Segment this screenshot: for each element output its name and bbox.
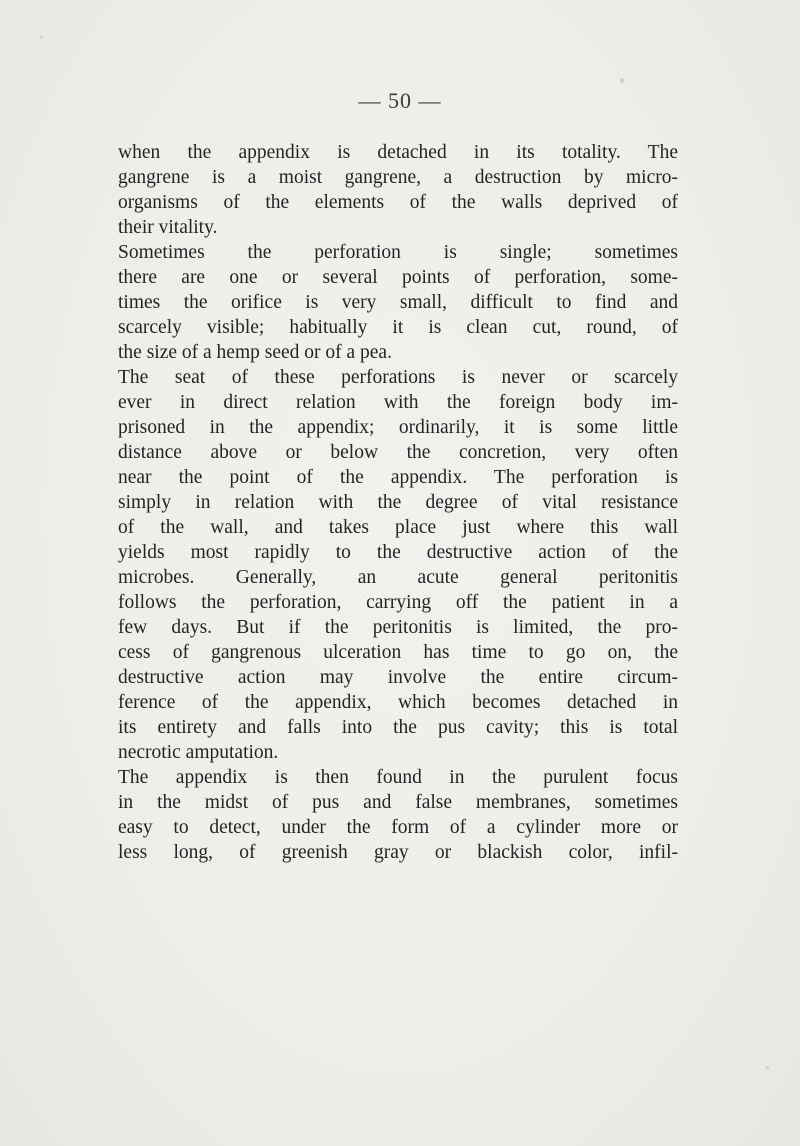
text-line: simply in relation with the degree of vital resistance bbox=[118, 492, 678, 513]
text-line: its entirety and falls into the pus cavity; this is total bbox=[118, 717, 678, 738]
text-line: in the midst of pus and false membranes, sometimes bbox=[118, 792, 678, 813]
text-line: destructive action may involve the entire circum- bbox=[118, 667, 678, 688]
text-line: ference of the appendix, which becomes detached in bbox=[118, 692, 678, 713]
text-line: distance above or below the concretion, very often bbox=[118, 442, 678, 463]
text-line: ever in direct relation with the foreign body im- bbox=[118, 392, 678, 413]
text-line: yields most rapidly to the destructive action of the bbox=[118, 542, 678, 563]
text-line: organisms of the elements of the walls deprived of bbox=[118, 192, 678, 213]
text-line: The seat of these perforations is never or scarcely bbox=[118, 367, 678, 388]
text-line: easy to detect, under the form of a cylinder more or bbox=[118, 817, 678, 838]
text-line: near the point of the appendix. The perforation is bbox=[118, 467, 678, 488]
text-line: The appendix is then found in the purulent focus bbox=[118, 767, 678, 788]
text-line: of the wall, and takes place just where this wall bbox=[118, 517, 678, 538]
paper-speck bbox=[766, 1066, 769, 1069]
text-line: scarcely visible; habitually it is clean cut, round, of bbox=[118, 317, 678, 338]
body-text bbox=[118, 140, 678, 865]
text-line: follows the perforation, carrying off the patient in a bbox=[118, 592, 678, 613]
text-line: times the orifice is very small, difficult to find and bbox=[118, 292, 678, 313]
text-line: few days. But if the peritonitis is limited, the pro- bbox=[118, 617, 678, 638]
text-line: microbes. Generally, an acute general peritonitis bbox=[118, 567, 678, 588]
text-line: gangrene is a moist gangrene, a destruction by micro- bbox=[118, 167, 678, 188]
text-line: there are one or several points of perforation, some- bbox=[118, 267, 678, 288]
paper-speck bbox=[40, 36, 43, 39]
text-line: cess of gangrenous ulceration has time to go on, the bbox=[118, 642, 678, 663]
page-number: — 50 — bbox=[358, 88, 442, 113]
paper-speck bbox=[620, 78, 624, 83]
text-line: when the appendix is detached in its totality. The bbox=[118, 142, 678, 163]
text-line: the size of a hemp seed or of a pea. bbox=[118, 342, 392, 363]
text-line: Sometimes the perforation is single; sometimes bbox=[118, 242, 678, 263]
text-line: less long, of greenish gray or blackish color, infil- bbox=[118, 842, 678, 863]
text-line: prisoned in the appendix; ordinarily, it is some little bbox=[118, 417, 678, 438]
text-line: their vitality. bbox=[118, 217, 218, 238]
text-line: necrotic amputation. bbox=[118, 742, 279, 763]
